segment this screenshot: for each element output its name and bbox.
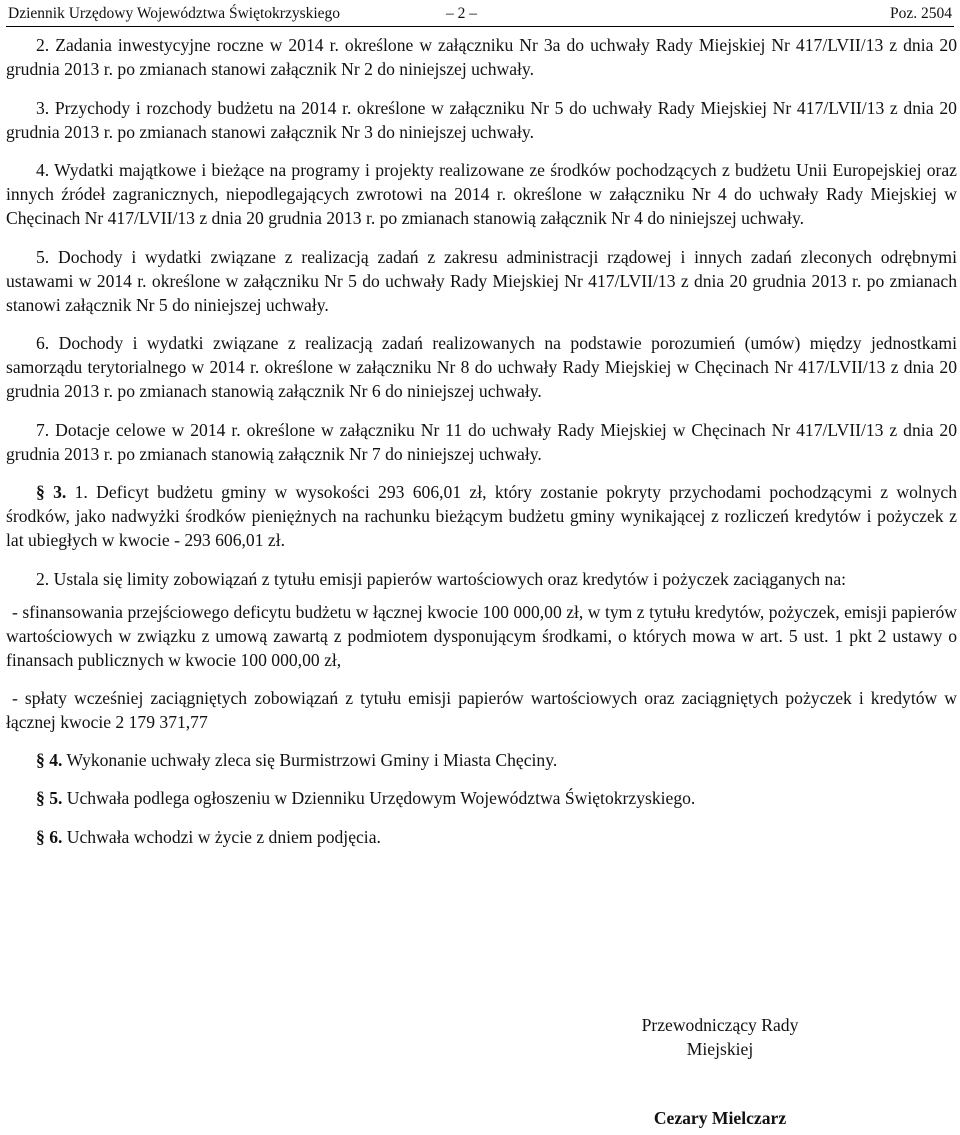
section-3-item-2: 2. Ustala się limity zobowiązań z tytułu emisji papierów wartościowych oraz kredytów i pożyczek zaciąganych na: [36, 568, 847, 589]
section-6: § 6. Uchwała wchodzi w życie z dniem podjęcia. [36, 826, 381, 847]
paragraph-6: 6. Dochody i wydatki związane z realizacją zadań realizowanych na podstawie porozumień (umów) między jednostkami samorządu terytorialnego w 2014 r. określone w załączniku Nr 8 do uchwały Rady Miejskiej w Chęcinach Nr 417/LVII/13 z dnia 20 grudnia 2013 r. po zmianach stanowią załącznik Nr 6 do niniejszej uchwały. [6, 333, 957, 401]
page-number: – 2 – [446, 5, 477, 22]
section-5: § 5. Uchwała podlega ogłoszeniu w Dzienniku Urzędowym Województwa Świętokrzyskiego. [36, 788, 696, 808]
paragraph-5: 5. Dochody i wydatki związane z realizacją zadań z zakresu administracji rządowej i innych zadań zleconych odrębnymi ustawami w 2014 r. określone w załączniku Nr 5 do uchwały Rady Miejskiej Nr 417/LVII/13 z dnia 20 grudnia 2013 r. po zmianach stanowi załącznik Nr 5 do niniejszej uchwały. [6, 246, 957, 315]
paragraph-3: 3. Przychody i rozchody budżetu na 2014 r. określone w załączniku Nr 5 do uchwały Rady Miejskiej Nr 417/LVII/13 z dnia 20 grudnia 2013 r. po zmianach stanowi załącznik Nr 3 do niniejszej uchwały. [6, 97, 957, 142]
paragraph-4: 4. Wydatki majątkowe i bieżące na programy i projekty realizowane ze środków pochodzących z budżetu Unii Europejskiej oraz innych źródeł zagranicznych, niepodlegających zwrotowi na 2014 r. określone w załączniku Nr 4 do uchwały Rady Miejskiej w Chęcinach Nr 417/LVII/13 z dnia 20 grudnia 2013 r. po zmianach stanowią załącznik Nr 4 do niniejszej uchwały. [6, 160, 957, 228]
section-3-number: § 3. [36, 482, 67, 502]
section-3-item-1: § 3. 1. Deficyt budżetu gminy w wysokości 293 606,01 zł, który zostanie pokryty przychodami pochodzącymi z wolnych środków, jako nadwyżki środków pieniężnych na rachunku bieżącym budżetu gminy wynikającej z rozliczeń kredytów i pożyczek z lat ubiegłych w kwocie - 293 606,01 zł. [6, 482, 957, 550]
signature-title: Przewodniczący Rady Miejskiej [641, 1015, 799, 1059]
journal-title: Dziennik Urzędowy Województwa Świętokrzyskiego [8, 5, 341, 22]
paragraph-7: 7. Dotacje celowe w 2014 r. określone w załączniku Nr 11 do uchwały Rady Miejskiej w Chęcinach Nr 417/LVII/13 z dnia 20 grudnia 2013 r. po zmianach stanowią załącznik Nr 7 do niniejszej uchwały. [6, 419, 957, 464]
position-number: Poz. 2504 [890, 5, 952, 22]
dash-item-deficit: - sfinansowania przejściowego deficytu budżetu w łącznej kwocie 100 000,00 zł, w tym z tytułu kredytów, pożyczek, emisji papierów wartościowych w związku z umową zawartą z podmiotem dysponującym środkami, o których mowa w art. 5 ust. 1 pkt 2 ustawy o finansach publicznych w kwocie 100 000,00 zł, [6, 601, 957, 670]
document-body [6, 33, 957, 863]
signature-name: Cezary Mielczarz [653, 1108, 787, 1128]
section-4: § 4. Wykonanie uchwały zleca się Burmistrzowi Gminy i Miasta Chęciny. [36, 749, 558, 770]
dash-item-repayment: - spłaty wcześniej zaciągniętych zobowiązań z tytułu emisji papierów wartościowych oraz zaciągniętych pożyczek i kredytów w łącznej kwocie 2 179 371,77 [6, 687, 957, 732]
page-header [6, 4, 954, 27]
paragraph-2: 2. Zadania inwestycyjne roczne w 2014 r. określone w załączniku Nr 3a do uchwały Rady Miejskiej Nr 417/LVII/13 z dnia 20 grudnia 2013 r. po zmianach stanowi załącznik Nr 2 do niniejszej uchwały. [6, 35, 958, 79]
